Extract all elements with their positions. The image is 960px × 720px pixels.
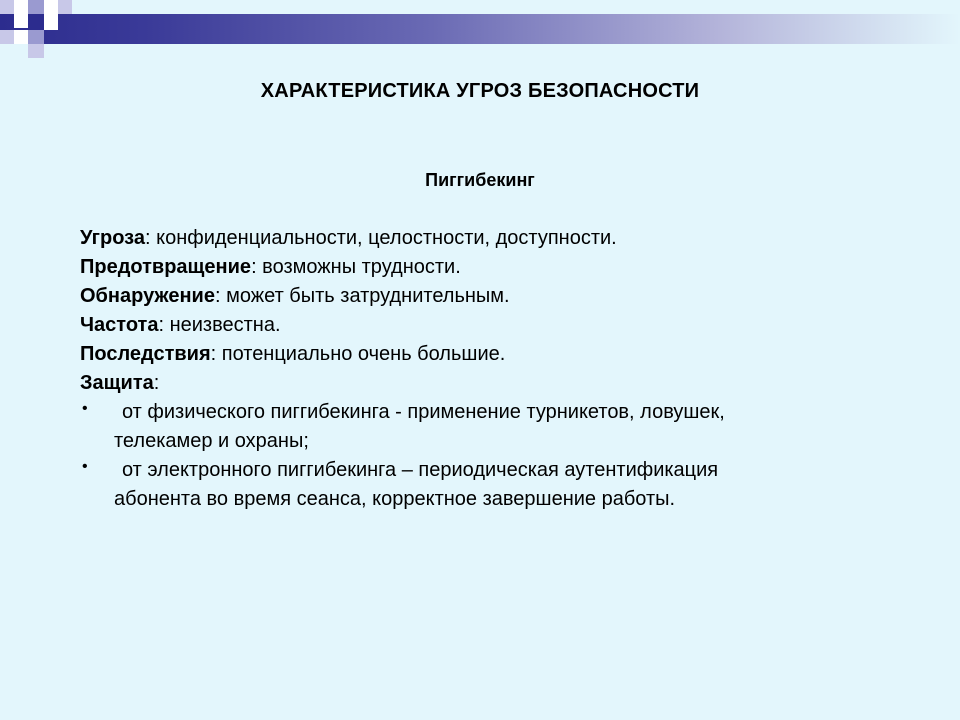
header-gradient-bar	[0, 14, 960, 44]
item-text: : возможны трудности.	[251, 256, 461, 278]
bullet-electronic	[80, 456, 860, 514]
content-body	[80, 224, 860, 514]
item-text: : потенциально очень большие.	[210, 343, 506, 365]
item-prevention	[80, 253, 860, 282]
item-threat	[80, 224, 860, 253]
item-label: Последствия	[80, 343, 211, 365]
bullet-icon: •	[82, 458, 88, 475]
decor-square	[14, 14, 28, 28]
item-label: Предотвращение	[80, 256, 252, 278]
decor-square	[44, 14, 58, 30]
bullet-line: от физического пиггибекинга - применение турникетов, ловушек,	[122, 401, 725, 423]
decor-square	[14, 30, 28, 44]
bullet-line: от электронного пиггибекинга – периодическая аутентификация	[122, 459, 719, 481]
item-frequency	[80, 311, 860, 340]
slide-title: ХАРАКТЕРИСТИКА УГРОЗ БЕЗОПАСНОСТИ	[260, 80, 700, 102]
decor-square	[0, 0, 14, 14]
decor-square	[28, 14, 44, 30]
slide-subtitle: Пиггибекинг	[425, 170, 535, 190]
item-text: : конфиденциальности, целостности, доступности.	[144, 227, 617, 249]
bullet-line: телекамер и охраны;	[114, 430, 309, 452]
item-label: Защита	[80, 372, 154, 394]
decor-square	[28, 0, 44, 14]
decor-square	[14, 0, 28, 14]
item-label: Частота	[80, 314, 159, 336]
item-detection	[80, 282, 860, 311]
decor-square	[28, 30, 44, 44]
bullet-icon: •	[82, 400, 88, 417]
item-text: : неизвестна.	[158, 314, 281, 336]
decor-square	[28, 44, 44, 58]
item-label: Угроза	[80, 227, 145, 249]
item-label: Обнаружение	[80, 285, 215, 307]
decor-square	[0, 30, 14, 44]
item-text: : может быть затруднительным.	[214, 285, 510, 307]
bullet-line: абонента во время сеанса, корректное завершение работы.	[114, 488, 676, 510]
item-text: :	[153, 372, 160, 394]
decor-square	[44, 0, 58, 14]
bullet-physical	[80, 398, 860, 456]
decor-square	[58, 0, 72, 14]
item-protection	[80, 369, 860, 398]
item-consequences	[80, 340, 860, 369]
